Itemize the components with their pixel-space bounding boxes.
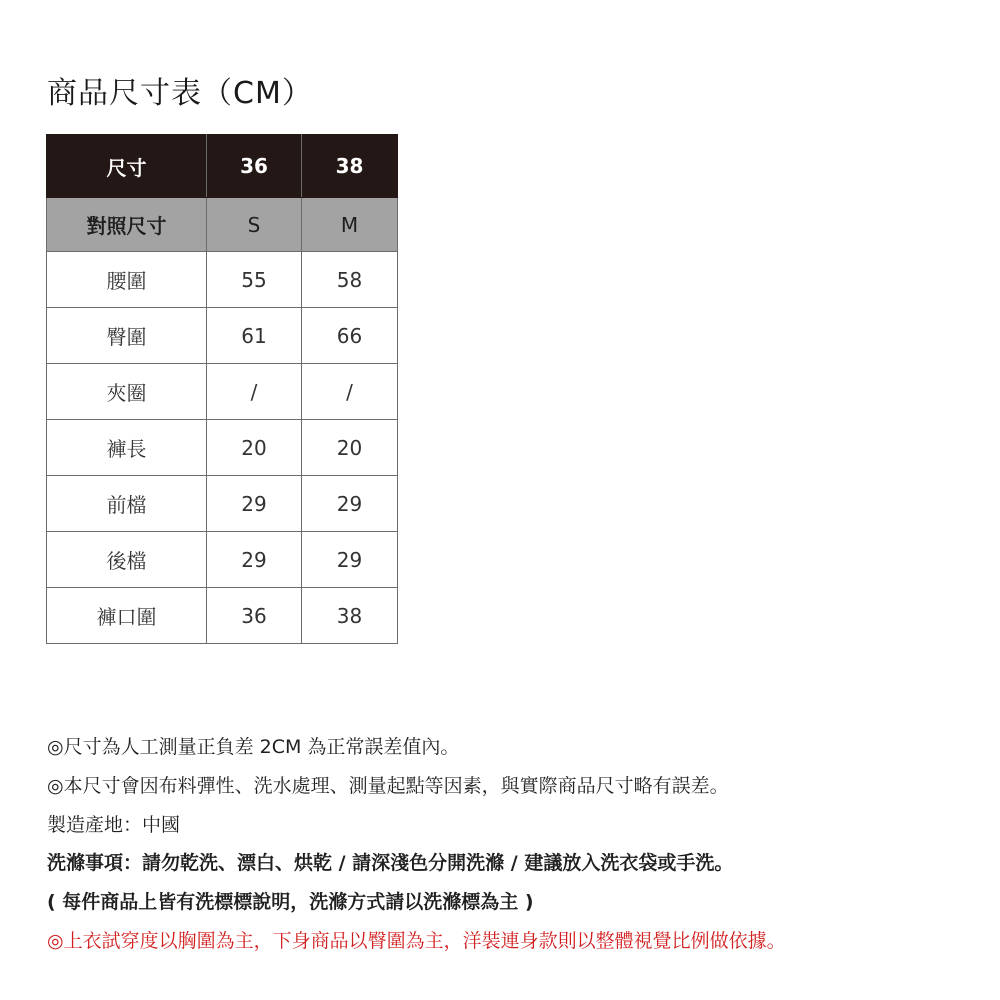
notes-section bbox=[47, 728, 987, 961]
row-label: 臀圍 bbox=[47, 308, 207, 364]
row-value-36: 55 bbox=[207, 252, 302, 308]
table-row bbox=[47, 308, 398, 364]
row-value-36: 29 bbox=[207, 532, 302, 588]
row-value-38: 58 bbox=[302, 252, 398, 308]
reference-label-cell: 對照尺寸 bbox=[47, 198, 207, 252]
size-table bbox=[46, 134, 398, 644]
origin-note: 製造產地：中國 bbox=[47, 813, 181, 836]
table-row bbox=[47, 420, 398, 476]
row-value-36: / bbox=[207, 364, 302, 420]
row-value-38: 66 bbox=[302, 308, 398, 364]
table-row bbox=[47, 252, 398, 308]
fit-reference-note: ◎上衣試穿度以胸圍為主，下身商品以臀圍為主，洋裝連身款則以整體視覺比例做依據。 bbox=[47, 929, 786, 952]
row-label: 褲口圍 bbox=[47, 588, 207, 644]
row-label: 腰圍 bbox=[47, 252, 207, 308]
row-label: 後檔 bbox=[47, 532, 207, 588]
reference-s-cell: S bbox=[207, 198, 302, 252]
row-value-38: 29 bbox=[302, 532, 398, 588]
table-row bbox=[47, 588, 398, 644]
header-label-cell: 尺寸 bbox=[47, 135, 207, 198]
wash-label-note: ( 每件商品上皆有洗標標說明，洗滌方式請以洗滌標為主 ) bbox=[47, 891, 534, 914]
table-row bbox=[47, 364, 398, 420]
size-factors-note: ◎本尺寸會因布料彈性、洗水處理、測量起點等因素，與實際商品尺寸略有誤差。 bbox=[47, 774, 729, 797]
row-value-36: 36 bbox=[207, 588, 302, 644]
row-value-38: 20 bbox=[302, 420, 398, 476]
row-value-36: 29 bbox=[207, 476, 302, 532]
header-size-38-cell: 38 bbox=[302, 135, 398, 198]
row-label: 夾圈 bbox=[47, 364, 207, 420]
measurement-error-note: ◎尺寸為人工測量正負差 2CM 為正常誤差值內。 bbox=[47, 736, 460, 758]
row-label: 褲長 bbox=[47, 420, 207, 476]
wash-instructions-note: 洗滌事項：請勿乾洗、漂白、烘乾 / 請深淺色分開洗滌 / 建議放入洗衣袋或手洗。 bbox=[47, 852, 734, 875]
table-row bbox=[47, 532, 398, 588]
row-value-38: 38 bbox=[302, 588, 398, 644]
row-value-36: 20 bbox=[207, 420, 302, 476]
row-value-38: 29 bbox=[302, 476, 398, 532]
table-row bbox=[47, 476, 398, 532]
row-label: 前檔 bbox=[47, 476, 207, 532]
reference-size-row bbox=[47, 198, 398, 252]
page-title: 商品尺寸表（CM） bbox=[47, 76, 313, 111]
table-header-row bbox=[47, 135, 398, 198]
row-value-38: / bbox=[302, 364, 398, 420]
header-size-36-cell: 36 bbox=[207, 135, 302, 198]
row-value-36: 61 bbox=[207, 308, 302, 364]
reference-m-cell: M bbox=[302, 198, 398, 252]
